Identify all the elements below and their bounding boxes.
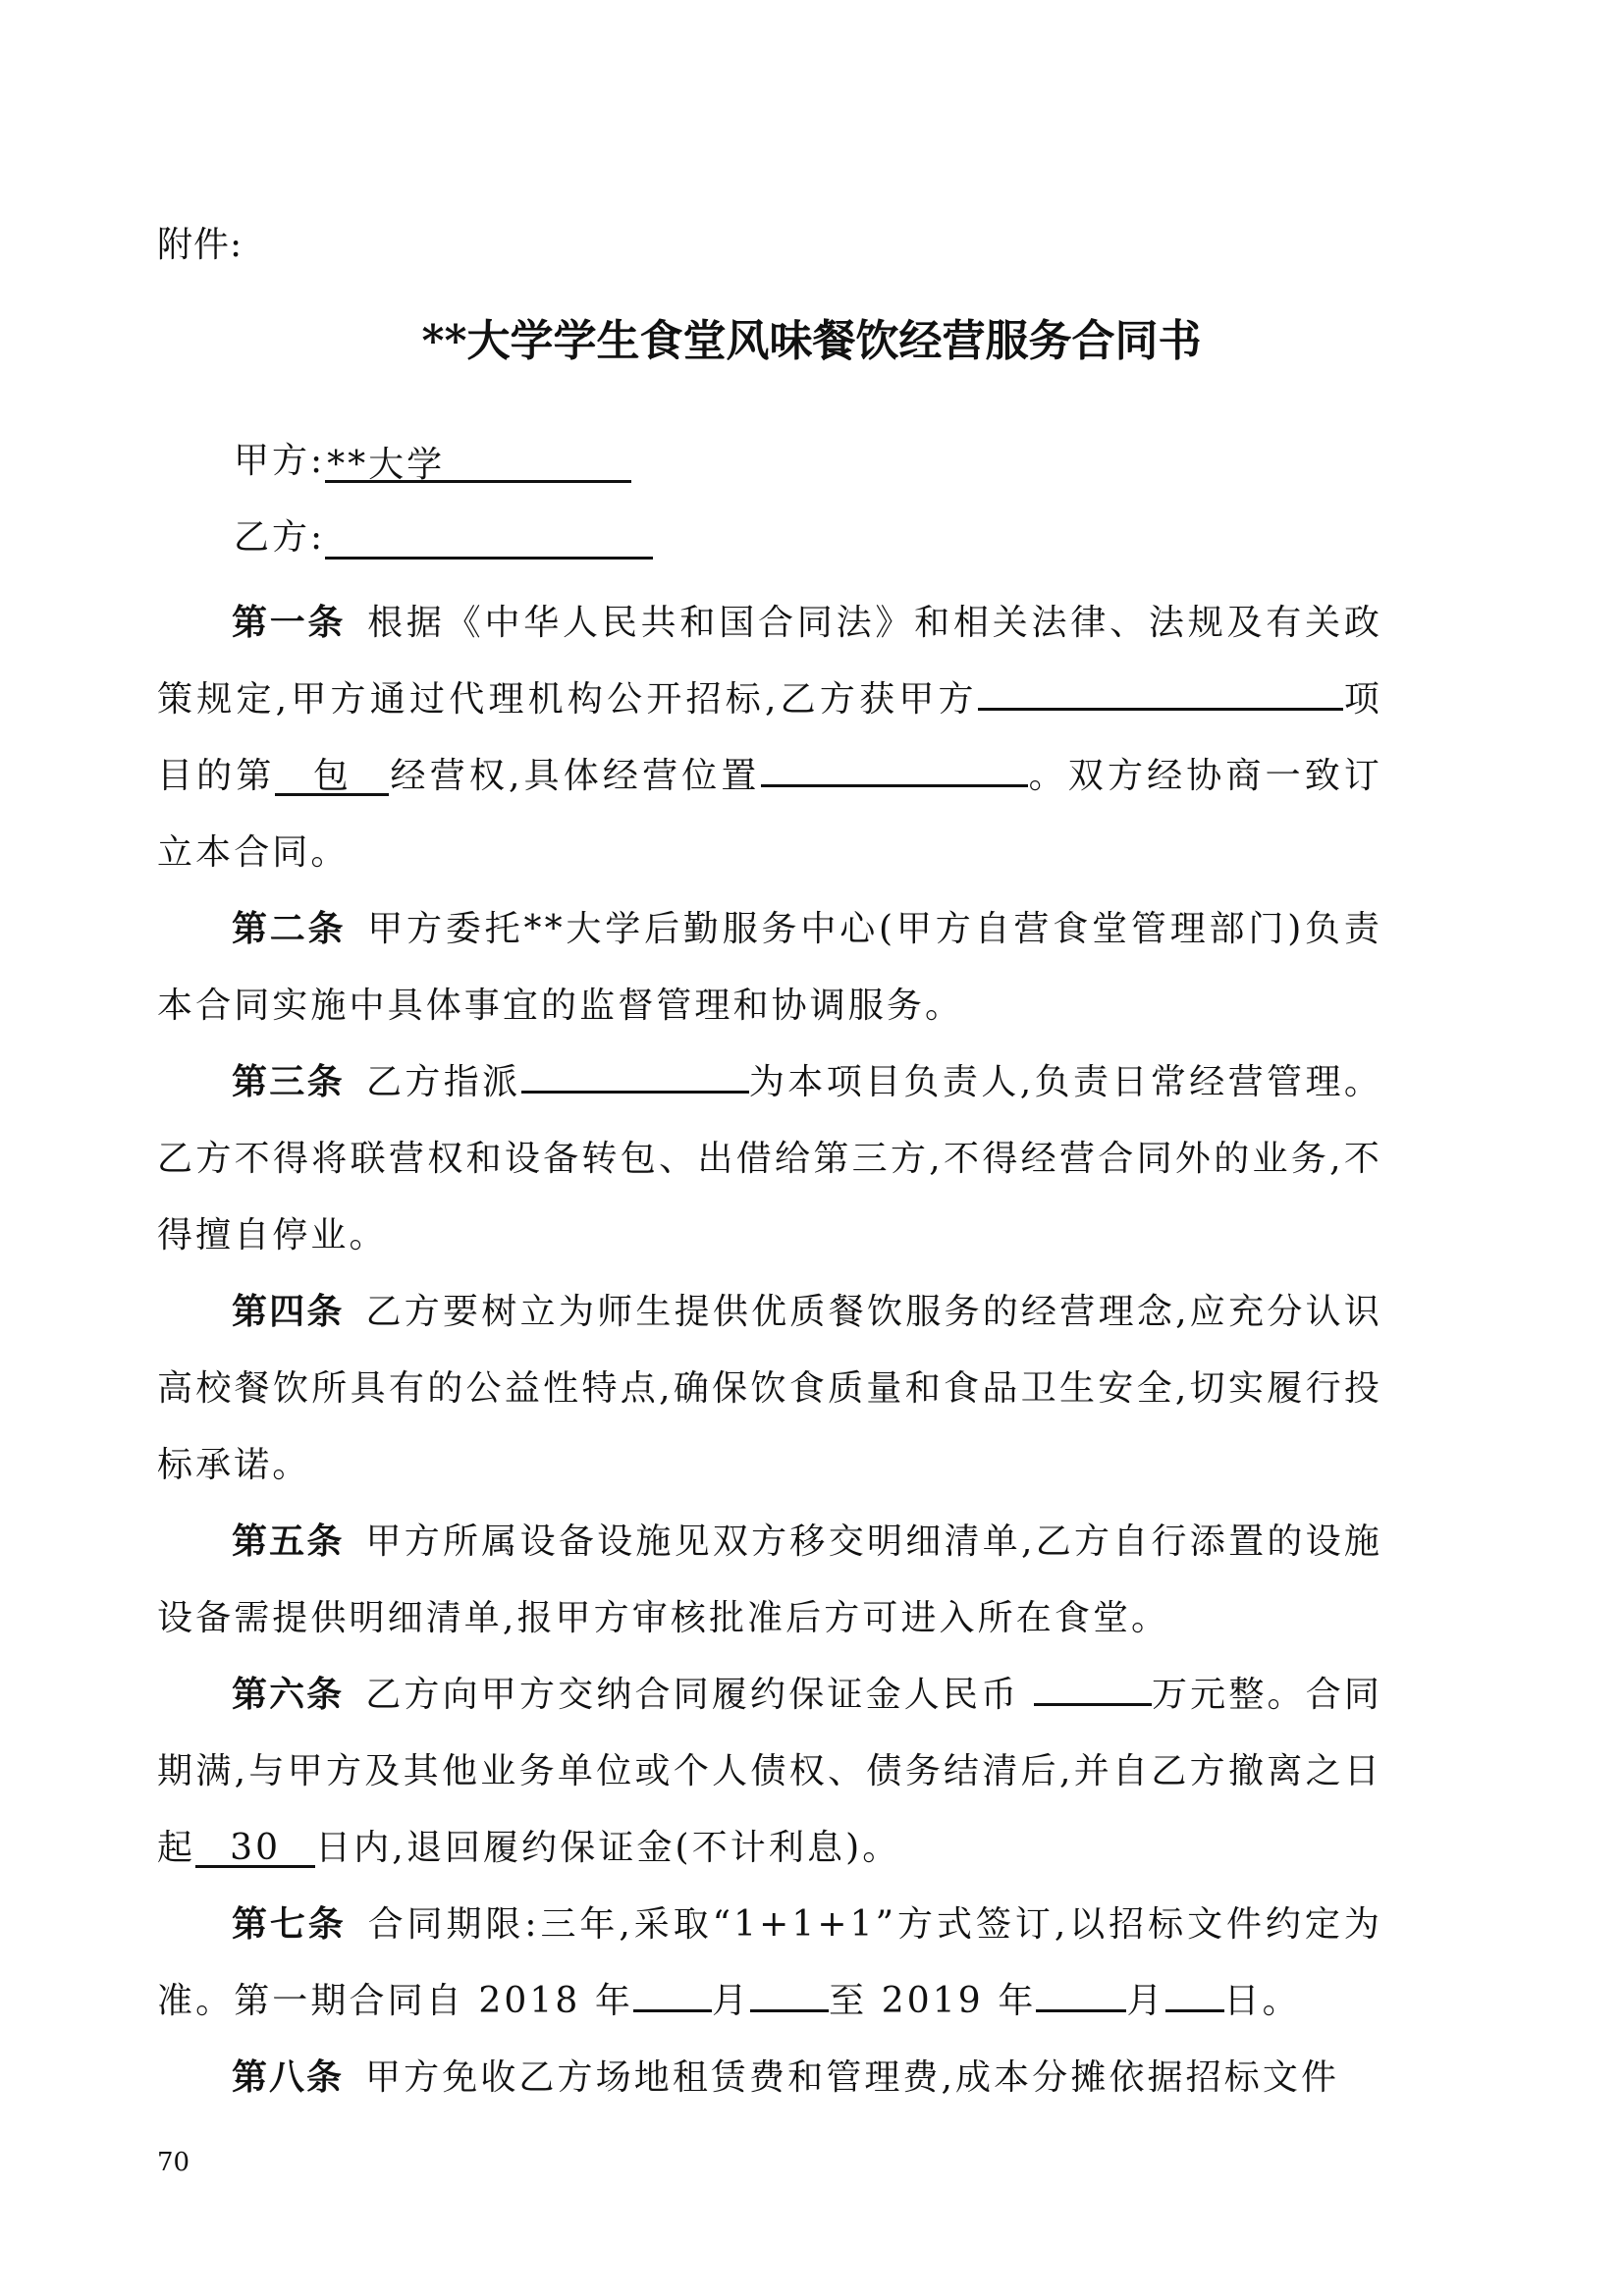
article-7	[157, 1887, 1382, 2040]
contract-articles	[157, 585, 1382, 2116]
article-1	[157, 585, 1382, 891]
fill-blank	[1036, 1973, 1126, 2012]
article-heading: 第七条	[232, 1904, 347, 1945]
article-3	[157, 1044, 1382, 1274]
article-heading: 第二条	[232, 909, 347, 949]
party-a-value: **大学	[327, 445, 446, 485]
article-text: 。双方经协商一致订立本合同。	[157, 756, 1382, 873]
fill-blank: 30	[195, 1829, 315, 1868]
article-heading: 第六条	[232, 1675, 345, 1715]
fill-blank	[633, 1973, 712, 2012]
article-text: 甲方委托**大学后勤服务中心(甲方自营食堂管理部门)负责本合同实施中具体事宜的监督管理和协调服务。	[157, 909, 1382, 1026]
fill-blank	[978, 671, 1343, 711]
article-5	[157, 1504, 1382, 1657]
article-text: 经营权,具体经营位置	[389, 756, 761, 796]
article-text: 乙方向甲方交纳合同履约保证金人民币	[365, 1675, 1034, 1715]
article-heading: 第五条	[232, 1522, 345, 1562]
party-b-label: 乙方:	[234, 517, 326, 558]
article-text: 乙方要树立为师生提供优质餐饮服务的经营理念,应充分认识高校餐饮所具有的公益性特点,确保饮食质量和食品卫生安全,切实履行投标承诺。	[157, 1292, 1382, 1485]
annex-label: 附件:	[157, 225, 243, 265]
article-text: 为本项目负责人,负责日常经营管理。乙方不得将联营权和设备转包、出借给第三方,不得经营合同外的业务,不得擅自停业。	[157, 1062, 1382, 1255]
article-text: 日。	[1223, 1981, 1301, 2021]
article-text: 至 2019 年	[829, 1981, 1037, 2021]
article-text: 根据《中华人民共和国合同法》和相关法律、法规及有关政策规定,甲方通过代理机构公开招标,乙方获甲方	[157, 603, 1382, 720]
article-heading: 第三条	[232, 1062, 345, 1102]
fill-blank	[761, 748, 1028, 787]
article-6	[157, 1657, 1382, 1887]
party-a-label: 甲方:	[234, 441, 326, 481]
article-4	[157, 1274, 1382, 1504]
article-text: 项目的第	[157, 679, 1382, 796]
article-text: 月	[712, 1981, 751, 2021]
article-text: 乙方指派	[365, 1062, 521, 1102]
article-text: 日内,退回履约保证金(不计利息)。	[315, 1828, 901, 1868]
party-b-line	[234, 516, 653, 560]
party-a-line	[234, 440, 631, 483]
fill-blank	[750, 1973, 829, 2012]
party-b-field	[325, 520, 653, 560]
article-heading: 第四条	[232, 1292, 345, 1332]
article-8	[157, 2040, 1382, 2116]
page-number: 70	[157, 2148, 190, 2177]
fill-blank	[1034, 1667, 1152, 1706]
fill-blank	[521, 1054, 749, 1094]
article-heading: 第一条	[232, 603, 347, 643]
article-text: 甲方免收乙方场地租赁费和管理费,成本分摊依据招标文件	[365, 2057, 1340, 2098]
fill-blank	[1165, 1973, 1224, 2012]
document-title: **大学学生食堂风味餐饮经营服务合同书	[421, 316, 1202, 366]
article-heading: 第八条	[232, 2057, 345, 2098]
party-a-field	[325, 444, 631, 483]
article-text: 合同期限:三年,采取“1+1+1”方式签订,以招标文件约定为准。第一期合同自 2018 年	[157, 1904, 1382, 2021]
fill-blank: 包	[275, 757, 389, 796]
article-text: 甲方所属设备设施见双方移交明细清单,乙方自行添置的设施设备需提供明细清单,报甲方审核批准后方可进入所在食堂。	[157, 1522, 1382, 1638]
article-2	[157, 891, 1382, 1044]
article-text: 月	[1126, 1981, 1165, 2021]
article-text: 万元整。合同期满,与甲方及其他业务单位或个人债权、债务结清后,并自乙方撤离之日起	[157, 1675, 1382, 1868]
